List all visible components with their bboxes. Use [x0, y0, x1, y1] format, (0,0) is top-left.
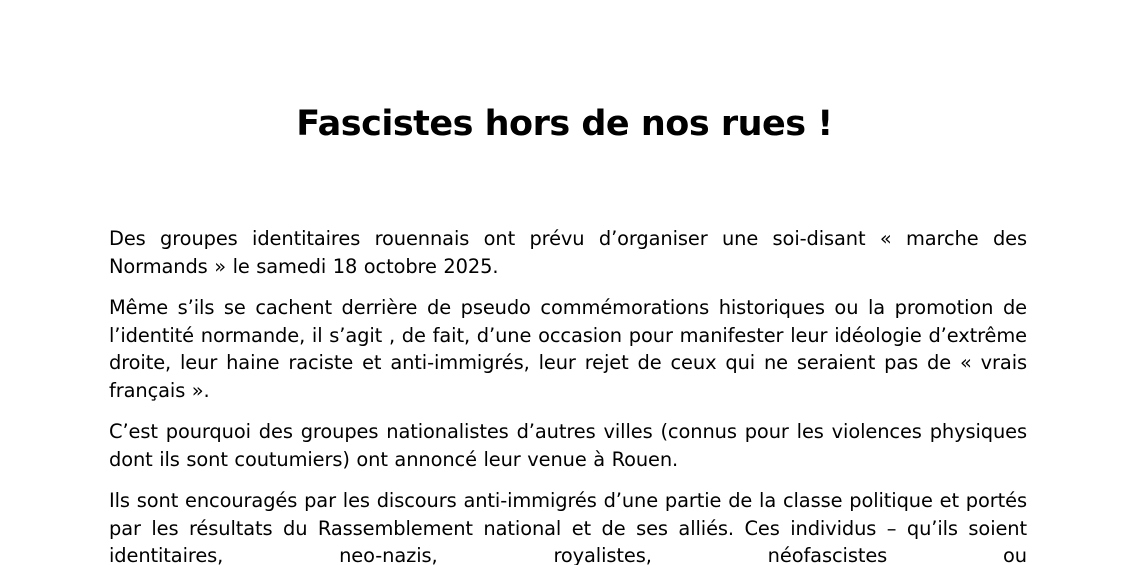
- paragraph: Des groupes identitaires rouennais ont prévu d’organiser une soi-disant « marche des Normands » le samedi 18 octobre 2025.: [109, 227, 1027, 278]
- paragraph: Même s’ils se cachent derrière de pseudo commémorations historiques ou la promotion de l’identité normande, il s’agit , de fait, d’une occasion pour manifester leur idéologie d’extrême droite, leur haine raciste et anti-immigrés, leur rejet de ceux qui ne seraient pas de « vrais français ».: [109, 296, 1027, 402]
- page-title: Fascistes hors de nos rues !: [296, 104, 833, 144]
- document-body: [109, 225, 1027, 565]
- paragraph: Ils sont encouragés par les discours anti-immigrés d’une partie de la classe politique et portés par les résultats du Rassemblement national et de ses alliés. Ces individus – qu’ils soient identitaires, neo-nazis, royalistes, néofascistes ou: [109, 489, 1027, 565]
- paragraph: C’est pourquoi des groupes nationalistes d’autres villes (connus pour les violences physiques dont ils sont coutumiers) ont annoncé leur venue à Rouen.: [109, 420, 1027, 471]
